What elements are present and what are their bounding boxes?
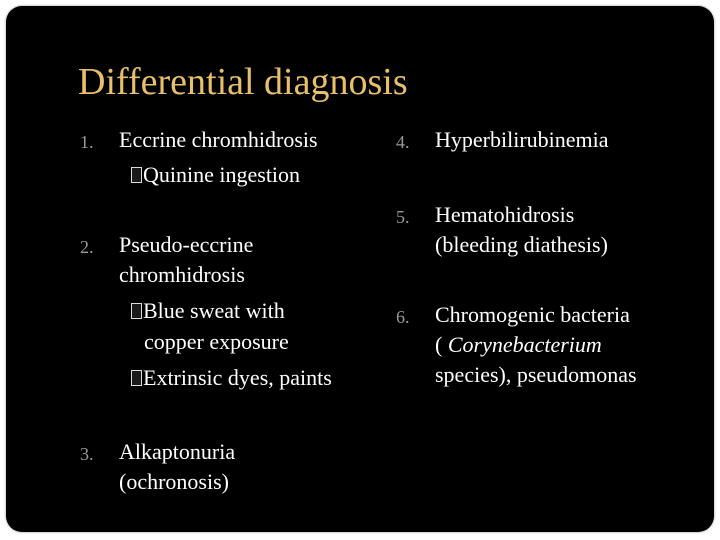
slide-title: Differential diagnosis (78, 61, 408, 103)
missing-glyph-bullet-icon (131, 370, 142, 386)
item-text-line (435, 330, 602, 360)
item-text-line: Chromogenic bacteria (435, 302, 630, 327)
paren-prefix: ( (435, 332, 448, 357)
item-text-line: (ochronosis) (119, 469, 229, 494)
item-number: 6. (396, 307, 410, 327)
sub-item-text: Blue sweat with (143, 298, 285, 323)
item-text-line: chromhidrosis (119, 262, 245, 287)
item-text-line: Hyperbilirubinemia (435, 127, 609, 152)
item-text-line: Alkaptonuria (119, 439, 236, 464)
item-text-line: Pseudo-eccrine (119, 232, 254, 257)
item-number: 5. (396, 207, 410, 227)
sub-item (131, 363, 332, 393)
item-text-line: Hematohidrosis (435, 202, 575, 227)
sub-item-continuation: copper exposure (144, 329, 289, 354)
item-number: 2. (80, 237, 94, 257)
missing-glyph-bullet-icon (131, 167, 142, 183)
slide (6, 6, 714, 532)
genus-name: Corynebacterium (447, 332, 602, 357)
sub-item-text: Quinine ingestion (143, 162, 301, 187)
sub-item (131, 160, 300, 190)
item-number: 3. (80, 444, 94, 464)
item-number: 1. (80, 132, 94, 152)
item-text-line: Eccrine chromhidrosis (119, 127, 318, 152)
item-text-line: (bleeding diathesis) (435, 232, 608, 257)
item-number: 4. (396, 132, 410, 152)
sub-item-text: Extrinsic dyes, paints (143, 365, 332, 390)
missing-glyph-bullet-icon (131, 303, 142, 319)
sub-item (131, 296, 285, 326)
item-text-line: species), pseudomonas (435, 362, 637, 387)
